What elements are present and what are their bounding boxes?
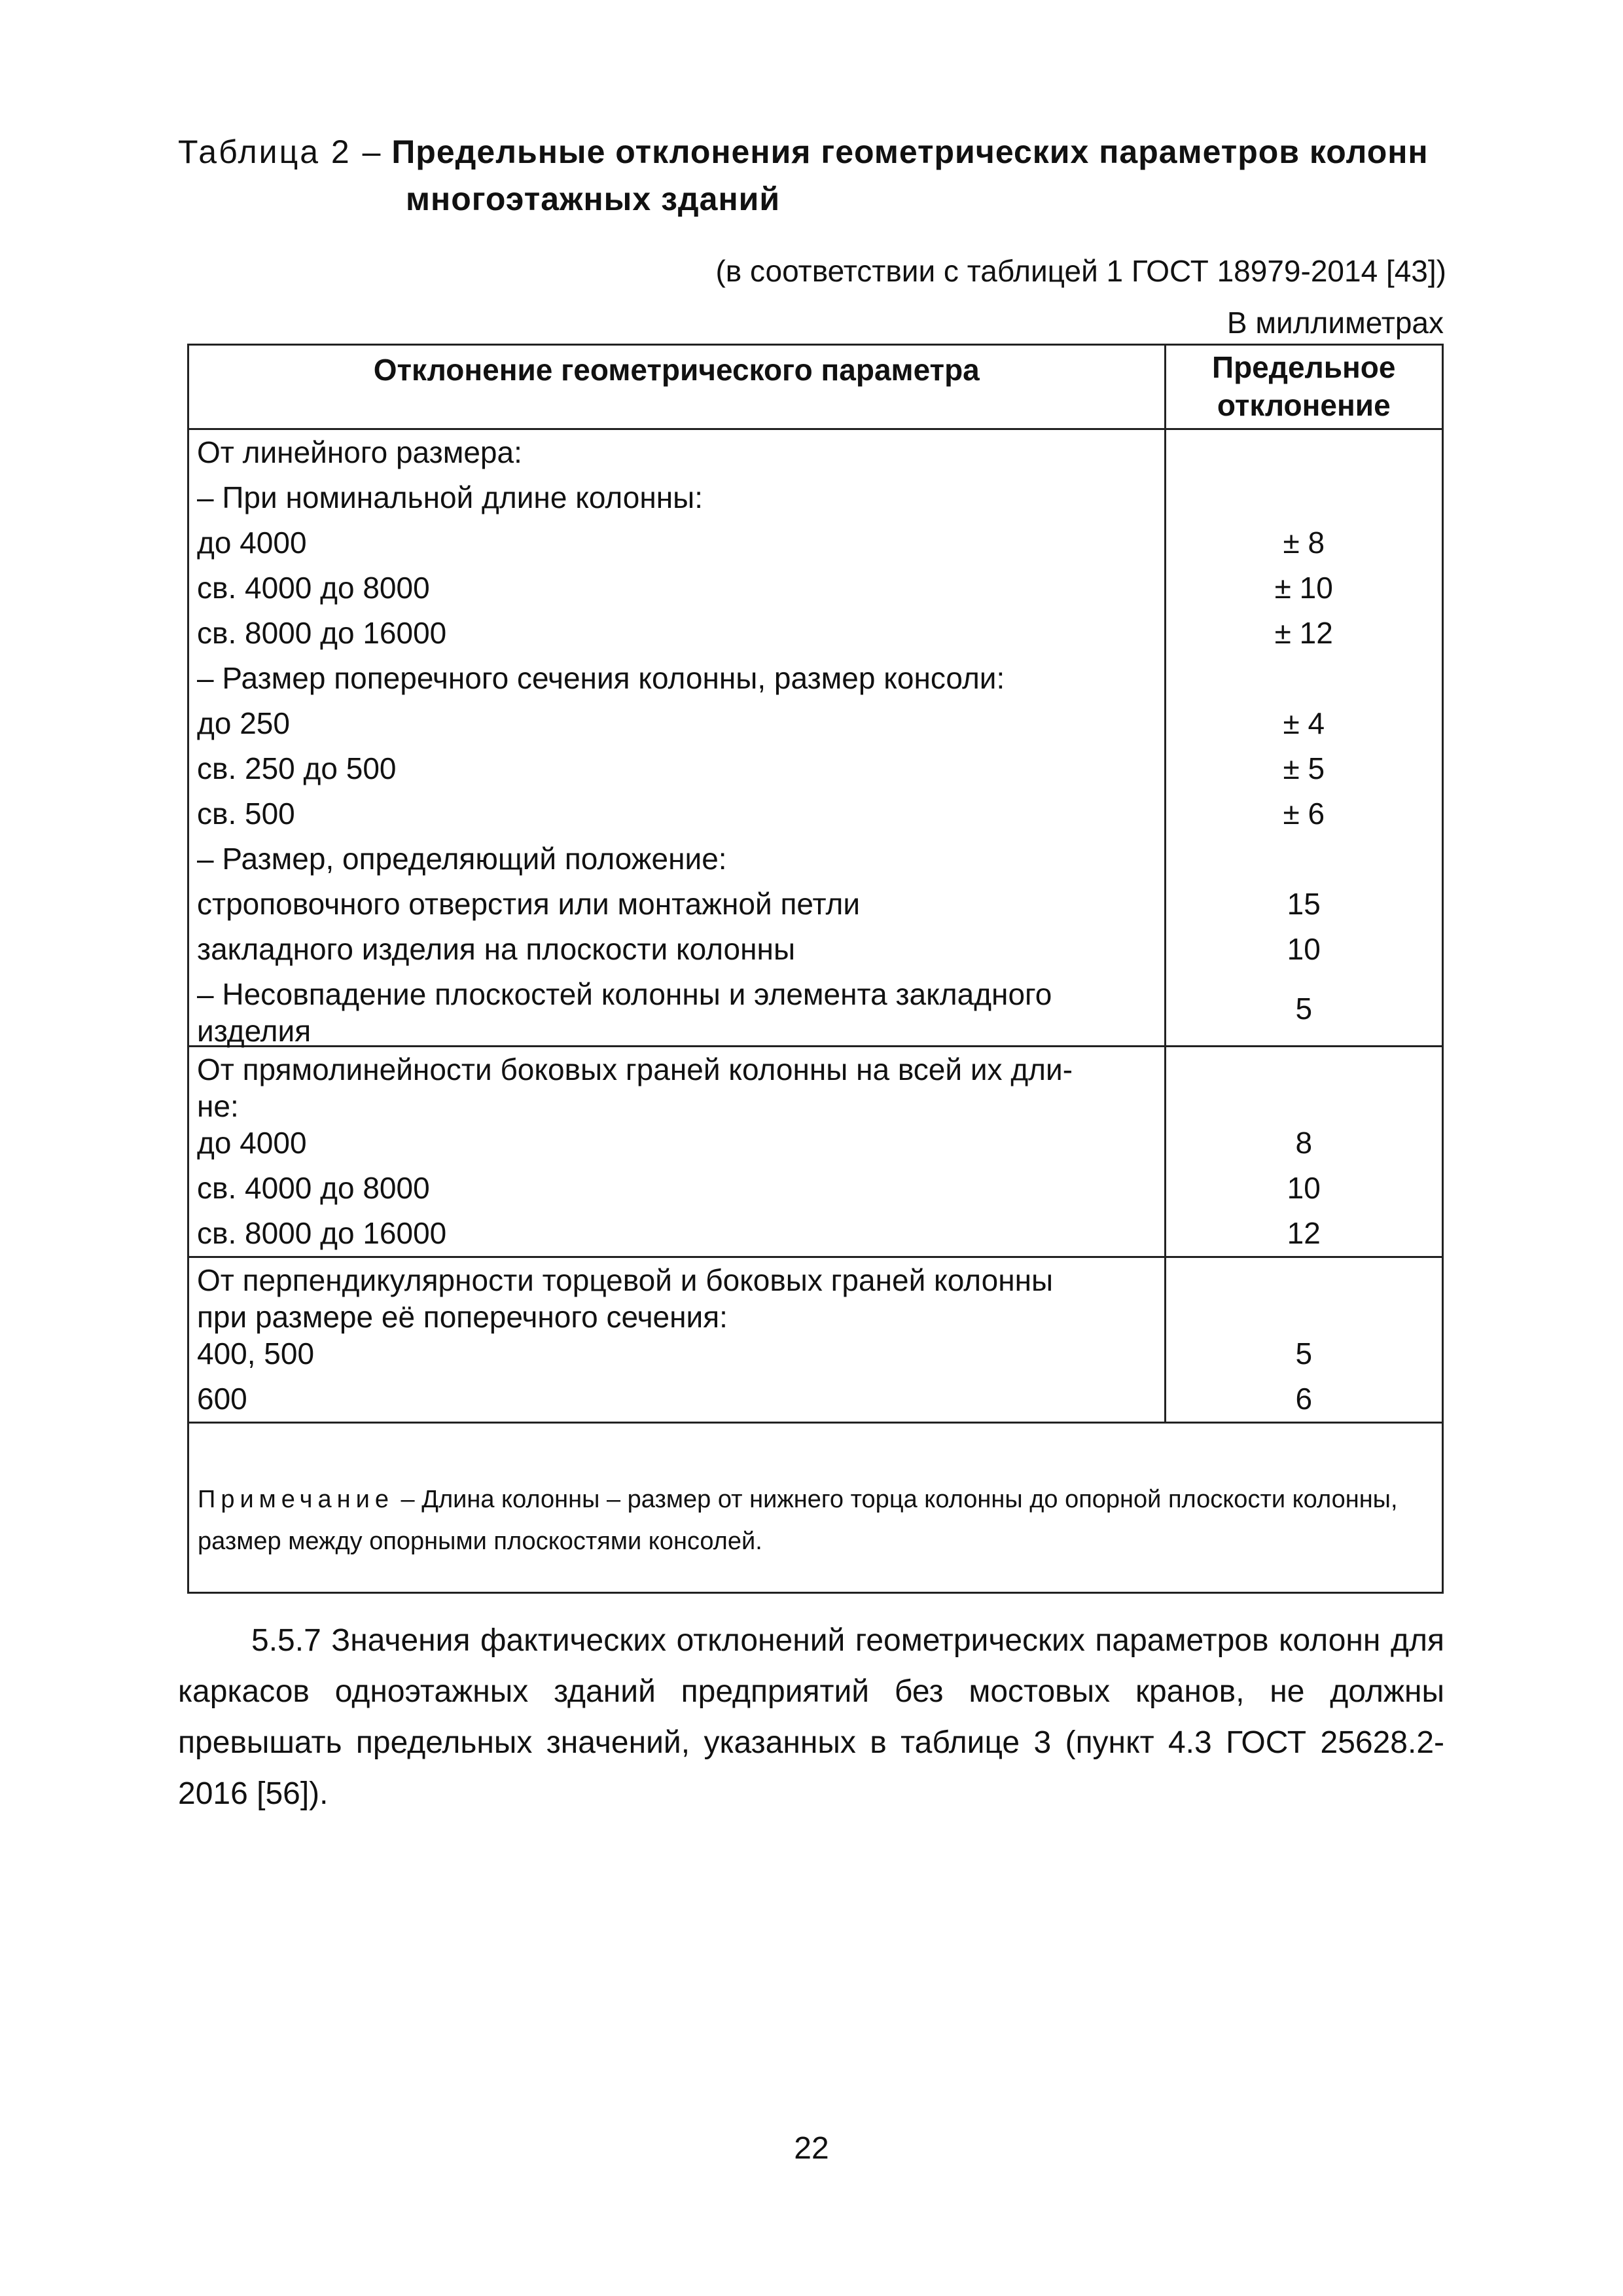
body-paragraph bbox=[178, 1615, 1444, 1820]
row-line: до 250 bbox=[197, 706, 290, 740]
row-line: св. 500 bbox=[197, 797, 295, 831]
straightness-parameters bbox=[188, 1047, 1166, 1257]
row-line: св. 250 до 500 bbox=[197, 751, 397, 785]
table-units: В миллиметрах bbox=[1226, 306, 1444, 340]
perpendicularity-values bbox=[1165, 1257, 1442, 1423]
row-line: – При номинальной длине колонны: bbox=[197, 480, 703, 514]
row-value: 10 bbox=[1287, 932, 1321, 966]
row-value bbox=[1166, 1047, 1442, 1084]
row-line: – Размер поперечного сечения колонны, размер консоли: bbox=[197, 661, 1005, 695]
caption-title-line1: Предельные отклонения геометрических параметров колонн bbox=[391, 134, 1429, 170]
row-value bbox=[1166, 656, 1442, 701]
row-value: ± 8 bbox=[1283, 526, 1325, 560]
row-line: строповочного отверстия или монтажной петли bbox=[197, 887, 861, 921]
row-line: до 4000 bbox=[197, 526, 307, 560]
row-line: св. 8000 до 16000 bbox=[197, 616, 447, 650]
row-value bbox=[1166, 1084, 1442, 1121]
header-parameter bbox=[188, 345, 1166, 429]
row-value: 12 bbox=[1287, 1216, 1321, 1250]
row-line: От прямолинейности боковых граней колонны на всей их дли- bbox=[197, 1052, 1073, 1086]
perpendicularity-parameters bbox=[188, 1257, 1166, 1423]
row-value: ± 4 bbox=[1283, 706, 1325, 740]
row-line: не: bbox=[197, 1089, 239, 1123]
table-row bbox=[188, 429, 1443, 1047]
row-value: ± 6 bbox=[1283, 797, 1325, 831]
row-value: ± 5 bbox=[1283, 751, 1325, 785]
row-line: св. 4000 до 8000 bbox=[197, 571, 430, 605]
row-value: 5 bbox=[1295, 992, 1313, 1026]
row-line: закладного изделия на плоскости колонны bbox=[197, 932, 796, 966]
header-limit-line2: отклонение bbox=[1217, 388, 1391, 422]
table-row bbox=[188, 1047, 1443, 1257]
table-caption bbox=[178, 128, 1454, 223]
table-header-row bbox=[188, 345, 1443, 429]
header-limit-line1: Предельное bbox=[1212, 350, 1396, 384]
row-value: ± 12 bbox=[1274, 616, 1333, 650]
caption-prefix: Таблица 2 – bbox=[178, 134, 383, 170]
header-limit bbox=[1165, 345, 1442, 429]
straightness-values bbox=[1165, 1047, 1442, 1257]
note-lead: Примечание bbox=[198, 1486, 394, 1513]
row-line: – Несовпадение плоскостей колонны и элемента закладного bbox=[197, 977, 1052, 1011]
row-value: 6 bbox=[1295, 1382, 1313, 1416]
linear-size-parameters bbox=[188, 429, 1166, 1047]
row-value bbox=[1166, 430, 1442, 475]
row-value bbox=[1166, 1258, 1442, 1295]
row-line: св. 4000 до 8000 bbox=[197, 1171, 430, 1205]
row-line: – Размер, определяющий положение: bbox=[197, 842, 727, 876]
row-line: 600 bbox=[197, 1382, 247, 1416]
header-parameter-label: Отклонение геометрического параметра bbox=[373, 353, 980, 387]
row-value: 10 bbox=[1287, 1171, 1321, 1205]
table-row bbox=[188, 1257, 1443, 1423]
deviation-table bbox=[187, 344, 1444, 1424]
linear-size-values bbox=[1165, 429, 1442, 1047]
paragraph-text: 5.5.7 Значения фактических отклонений геометрических параметров колонн для каркасов одноэтажных зданий предприятий без мостовых кранов, не должны превышать предельных значений, указанных в таблице 3 (пункт 4.3 ГОСТ 25628.2-2016 [56]). bbox=[178, 1623, 1444, 1811]
row-value bbox=[1166, 1295, 1442, 1331]
page-number: 22 bbox=[794, 2131, 829, 2166]
row-line: св. 8000 до 16000 bbox=[197, 1216, 447, 1250]
row-value: ± 10 bbox=[1274, 571, 1333, 605]
row-line: 400, 500 bbox=[197, 1336, 315, 1371]
table-reference: (в соответствии с таблицей 1 ГОСТ 18979-2014 [43]) bbox=[715, 254, 1446, 288]
row-line: От линейного размера: bbox=[197, 435, 522, 469]
row-value bbox=[1166, 475, 1442, 520]
row-value bbox=[1166, 836, 1442, 882]
caption-title-line2: многоэтажных зданий bbox=[406, 181, 781, 217]
note-text: – Длина колонны – размер от нижнего торца колонны до опорной плоскости колонны, размер между опорными плоскостями консолей. bbox=[198, 1486, 1398, 1555]
row-line: до 4000 bbox=[197, 1126, 307, 1160]
row-line: изделия bbox=[197, 1014, 312, 1048]
row-value: 8 bbox=[1295, 1126, 1313, 1160]
table-note bbox=[187, 1456, 1444, 1594]
row-value: 15 bbox=[1287, 887, 1321, 921]
row-value: 5 bbox=[1295, 1336, 1313, 1371]
row-line: От перпендикулярности торцевой и боковых граней колонны bbox=[197, 1263, 1054, 1297]
row-line: при размере её поперечного сечения: bbox=[197, 1300, 728, 1334]
